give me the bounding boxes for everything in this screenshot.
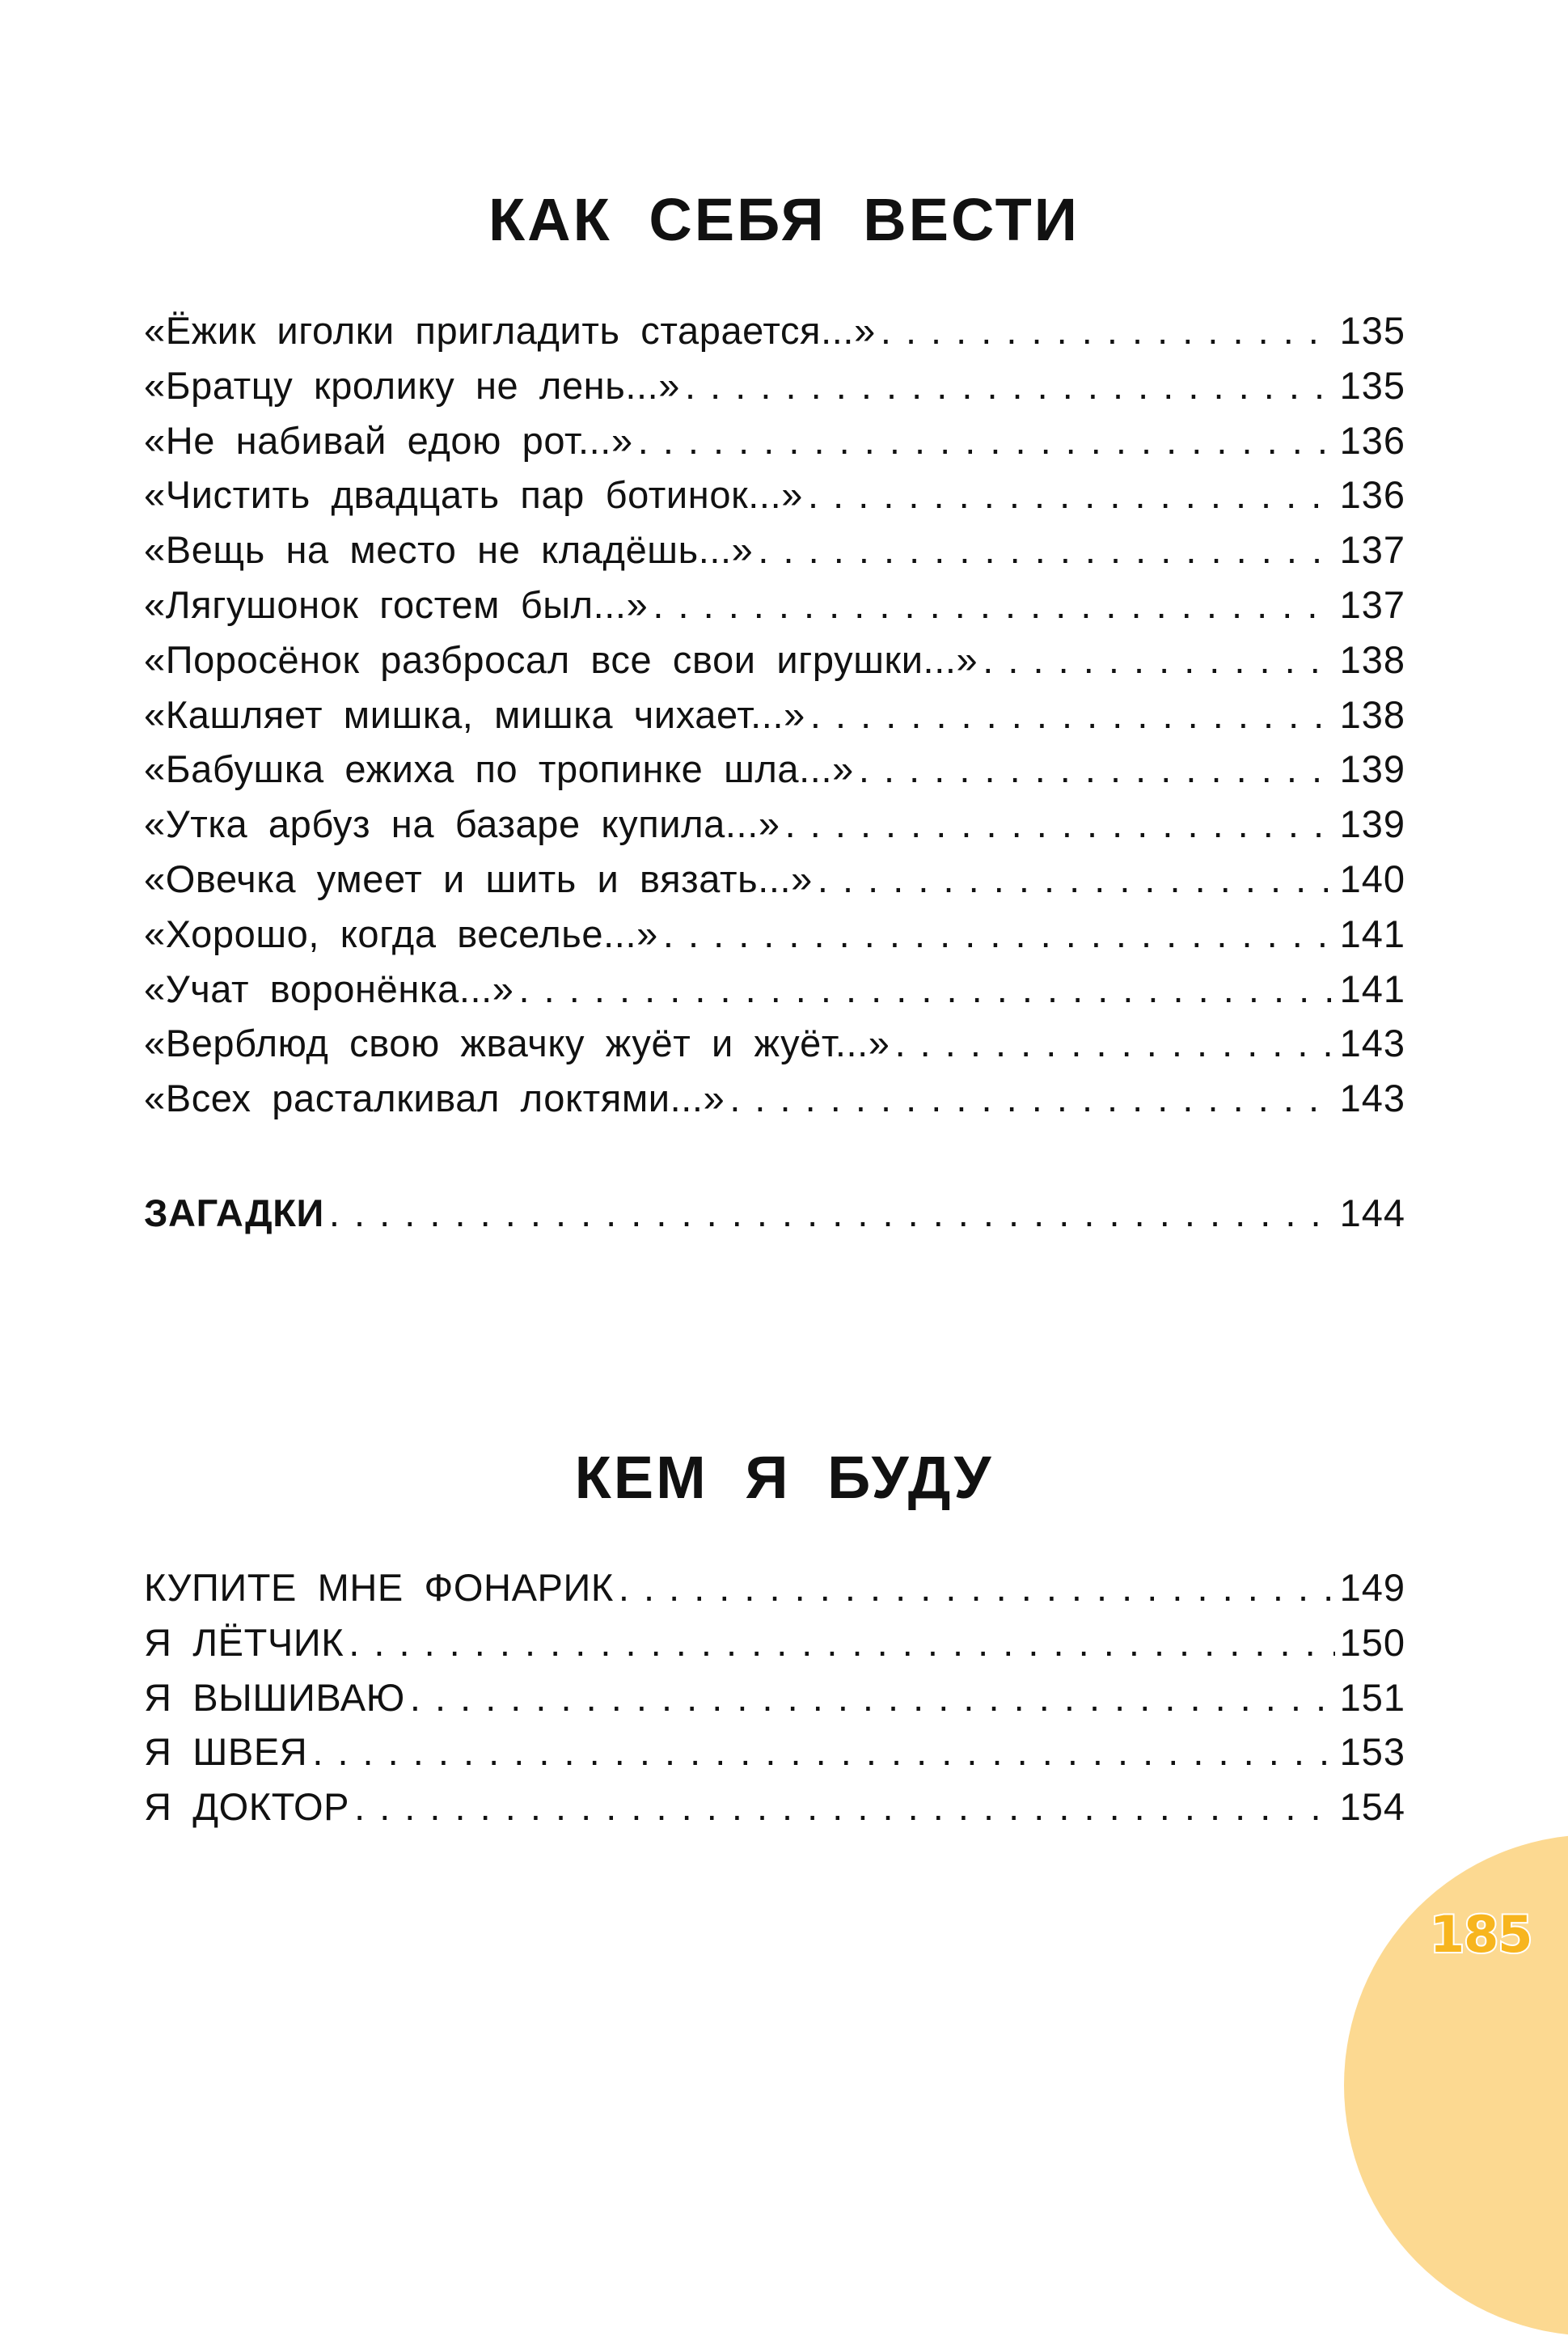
toc-list-riddles [144,1186,1405,1241]
toc-entry[interactable] [144,468,1405,523]
dot-leader [354,1780,1335,1835]
toc-entry[interactable] [144,1615,1405,1670]
entry-page-number: 135 [1339,363,1405,407]
entry-title: «Овечка умеет и шить и вязать...» [144,857,813,900]
toc-entry[interactable] [144,1780,1405,1835]
dot-leader [881,303,1335,358]
entry-title: КУПИТЕ МНЕ ФОНАРИК [144,1566,614,1609]
entry-title: «Ёжик иголки пригладить старается...» [144,309,876,352]
dot-leader [329,1186,1335,1241]
entry-page-number: 151 [1339,1675,1405,1719]
entry-page-number: 139 [1339,747,1405,791]
dot-leader [758,523,1334,578]
dot-leader [729,1071,1334,1126]
entry-page-number: 137 [1339,582,1405,626]
entry-page-number: 144 [1339,1191,1405,1234]
entry-title: «Хорошо, когда веселье...» [144,912,658,955]
entry-page-number: 136 [1339,473,1405,517]
dot-leader [410,1670,1335,1725]
dot-leader [818,852,1335,907]
entry-title: «Учат воронёнка...» [144,967,514,1010]
dot-leader [519,962,1335,1017]
toc-entry[interactable] [144,303,1405,358]
dot-leader [808,468,1335,523]
entry-page-number: 150 [1339,1620,1405,1664]
toc-entry[interactable] [144,358,1405,413]
entry-title: ЗАГАДКИ [144,1191,324,1234]
entry-page-number: 149 [1339,1566,1405,1609]
dot-leader [895,1016,1335,1071]
toc-entry-riddles[interactable] [144,1186,1405,1241]
toc-entry[interactable] [144,852,1405,907]
entry-title: Я ВЫШИВАЮ [144,1675,405,1719]
toc-entry[interactable] [144,1724,1405,1780]
toc-entry[interactable] [144,1071,1405,1126]
entry-title: «Верблюд свою жвачку жуёт и жуёт...» [144,1022,890,1065]
dot-leader [810,688,1335,743]
entry-page-number: 141 [1339,912,1405,955]
entry-title: «Братцу кролику не лень...» [144,363,681,407]
entry-title: Я ШВЕЯ [144,1730,308,1774]
dot-leader [859,742,1335,797]
entry-page-number: 143 [1339,1022,1405,1065]
section-title-behavior: КАК СЕБЯ ВЕСТИ [488,186,1080,253]
toc-entry[interactable] [144,633,1405,688]
toc-entry[interactable] [144,1670,1405,1725]
toc-list-professions [144,1560,1405,1835]
toc-entry[interactable] [144,688,1405,743]
page-number: 185 [1430,1905,1532,1964]
entry-page-number: 143 [1339,1077,1405,1120]
entry-title: Я ДОКТОР [144,1785,350,1829]
dot-leader [653,578,1334,633]
entry-page-number: 138 [1339,692,1405,736]
entry-page-number: 140 [1339,857,1405,900]
entry-title: «Всех расталкивал локтями...» [144,1077,725,1120]
dot-leader [619,1560,1335,1615]
toc-entry[interactable] [144,962,1405,1017]
toc-list-behavior [144,303,1405,1126]
entry-title: Я ЛЁТЧИК [144,1620,344,1664]
toc-entry[interactable] [144,1016,1405,1071]
entry-page-number: 135 [1339,309,1405,352]
section-title-professions: КЕМ Я БУДУ [574,1444,994,1511]
toc-entry[interactable] [144,742,1405,797]
dot-leader [663,907,1335,962]
dot-leader [983,633,1334,688]
toc-entry[interactable] [144,413,1405,468]
entry-title: «Кашляет мишка, мишка чихает...» [144,692,805,736]
entry-page-number: 153 [1339,1730,1405,1774]
dot-leader [785,797,1335,852]
entry-page-number: 137 [1339,528,1405,572]
dot-leader [638,413,1335,468]
dot-leader [312,1724,1334,1780]
entry-title: «Не набивай едою рот...» [144,418,633,462]
entry-title: «Чистить двадцать пар ботинок...» [144,473,803,517]
toc-entry[interactable] [144,523,1405,578]
entry-page-number: 139 [1339,802,1405,846]
toc-entry[interactable] [144,907,1405,962]
entry-title: «Поросёнок разбросал все свои игрушки...» [144,637,978,681]
entry-title: «Лягушонок гостем был...» [144,582,649,626]
dot-leader [349,1615,1334,1670]
entry-title: «Утка арбуз на базаре купила...» [144,802,780,846]
entry-title: «Вещь на место не кладёшь...» [144,528,754,572]
dot-leader [685,358,1335,413]
toc-entry[interactable] [144,578,1405,633]
entry-page-number: 136 [1339,418,1405,462]
entry-page-number: 154 [1339,1785,1405,1829]
entry-page-number: 141 [1339,967,1405,1010]
toc-entry[interactable] [144,1560,1405,1615]
entry-title: «Бабушка ежиха по тропинке шла...» [144,747,854,791]
entry-page-number: 138 [1339,637,1405,681]
toc-entry[interactable] [144,797,1405,852]
